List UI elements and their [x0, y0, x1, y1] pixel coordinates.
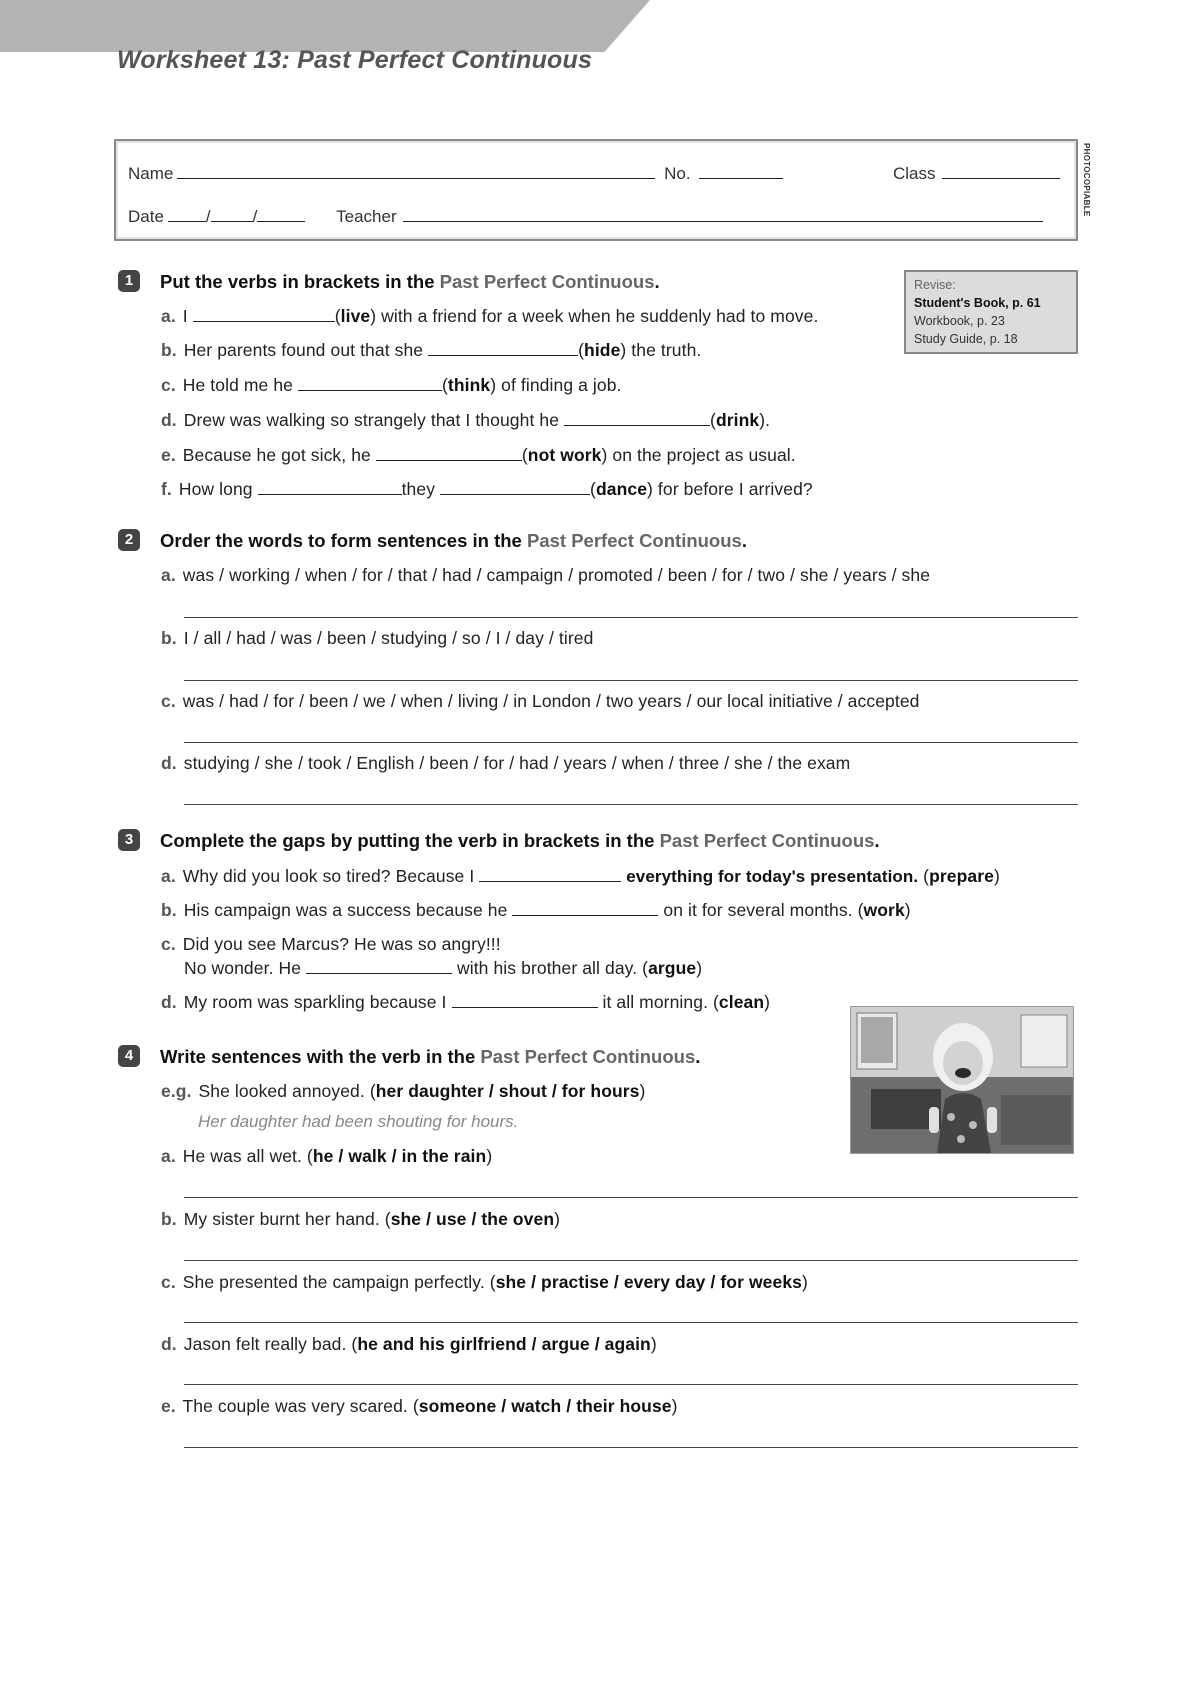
ex3-item-d	[161, 992, 770, 1013]
ex4-example	[161, 1081, 645, 1102]
answer-line[interactable]	[184, 1260, 1078, 1261]
ex1-item-a	[161, 306, 818, 327]
item-text: How long	[178, 479, 258, 499]
instruction-text: Complete the gaps by putting the verb in brackets in the	[160, 830, 655, 851]
item-text: She presented the campaign perfectly. (	[182, 1272, 496, 1292]
item-text: )	[650, 1334, 657, 1354]
tense-highlight: Past Perfect Continuous	[439, 271, 655, 292]
verb-cue: her daughter / shout / for hours	[375, 1081, 640, 1101]
answer-line[interactable]	[184, 1197, 1078, 1198]
exercise-4-number: 4	[118, 1045, 140, 1067]
student-info-box	[114, 139, 1078, 241]
item-text: (	[441, 375, 448, 395]
exercise-3-number: 3	[118, 829, 140, 851]
item-text: He told me he	[182, 375, 298, 395]
exercise-3-heading	[118, 830, 880, 853]
item-label: b.	[161, 1209, 177, 1229]
verb-cue: argue	[648, 958, 697, 978]
item-text: )	[671, 1396, 678, 1416]
header-band	[0, 0, 650, 52]
item-text: (	[521, 445, 528, 465]
exercise-4-heading	[118, 1046, 700, 1069]
ex1-item-f	[161, 479, 813, 500]
number-field[interactable]	[699, 177, 783, 179]
exercise-2-heading	[118, 530, 747, 553]
verb-cue: live	[340, 306, 371, 326]
answer-line[interactable]	[184, 1322, 1078, 1323]
exercise-1-heading	[118, 271, 660, 294]
revise-box	[904, 270, 1078, 354]
item-label: b.	[161, 900, 177, 920]
item-text: ) the truth.	[620, 340, 702, 360]
item-label: d.	[161, 1334, 177, 1354]
ex2-item-b	[161, 628, 593, 649]
item-label: c.	[161, 375, 176, 395]
answer-blank[interactable]	[193, 307, 335, 322]
name-label: Name	[128, 164, 174, 183]
answer-blank[interactable]	[428, 341, 578, 356]
ex3-item-b	[161, 900, 911, 921]
item-label: a.	[161, 565, 176, 585]
item-label: c.	[161, 934, 176, 954]
item-text: Why did you look so tired? Because I	[182, 866, 480, 886]
item-label: b.	[161, 340, 177, 360]
answer-blank[interactable]	[298, 376, 442, 391]
item-text: I / all / had / was / been / studying / so / I / day / tired	[183, 628, 594, 648]
verb-cue: he and his girlfriend / argue / again	[357, 1334, 651, 1354]
instruction-punct: .	[695, 1046, 701, 1067]
item-text: )	[802, 1272, 808, 1292]
tense-highlight: Past Perfect Continuous	[659, 830, 875, 851]
photo-illustration	[851, 1007, 1073, 1153]
ex1-item-e	[161, 445, 796, 466]
verb-cue: he / walk / in the rain	[312, 1146, 487, 1166]
exercise-2-number: 2	[118, 529, 140, 551]
date-separator: /	[252, 207, 258, 226]
answer-line[interactable]	[184, 1384, 1078, 1385]
page-title: Worksheet 13: Past Perfect Continuous	[117, 46, 593, 74]
item-text: ).	[759, 410, 771, 430]
ex1-item-d	[161, 410, 770, 431]
item-text: My room was sparkling because I	[183, 992, 452, 1012]
item-label: a.	[161, 1146, 176, 1166]
item-text: they	[401, 479, 441, 499]
answer-blank[interactable]	[564, 411, 710, 426]
verb-cue: work	[863, 900, 905, 920]
item-text: He was all wet. (	[182, 1146, 313, 1166]
verb-cue: hide	[584, 340, 621, 360]
verb-cue: not work	[527, 445, 602, 465]
answer-blank[interactable]	[376, 446, 522, 461]
answer-line[interactable]	[184, 804, 1078, 805]
date-label: Date	[128, 207, 164, 226]
instruction-text: Write sentences with the verb in the	[160, 1046, 476, 1067]
item-text: (	[334, 306, 341, 326]
ex2-item-c	[161, 691, 920, 712]
item-text: The couple was very scared. (	[182, 1396, 419, 1416]
tense-highlight: Past Perfect Continuous	[480, 1046, 696, 1067]
item-text: ) for before I arrived?	[647, 479, 813, 499]
item-text: I	[182, 306, 193, 326]
item-label: c.	[161, 1272, 176, 1292]
item-text: (	[590, 479, 596, 499]
ex3-item-a: a. Why did you look so tired? Because I everything for today's presentation. (prepare)	[161, 866, 1000, 886]
item-label: a.	[161, 306, 176, 326]
item-text: ) with a friend for a week when he suddenly had to move.	[370, 306, 819, 326]
item-label: d.	[161, 992, 177, 1012]
ex4-item-c	[161, 1272, 808, 1293]
verb-cue: prepare	[929, 866, 995, 886]
ex1-item-b	[161, 340, 701, 361]
example-answer: Her daughter had been shouting for hours.	[198, 1112, 519, 1131]
date-month-field[interactable]	[211, 220, 253, 222]
answer-line[interactable]	[184, 1447, 1078, 1448]
item-text: it all morning. (	[597, 992, 719, 1012]
item-text: everything for today's presentation.	[626, 867, 919, 886]
instruction-text: Order the words to form sentences in the	[160, 530, 522, 551]
answer-blank[interactable]	[258, 480, 402, 495]
photocopiable-note: PHOTOCOPIABLE	[1082, 143, 1091, 217]
item-text: was / working / when / for / that / had / campaign / promoted / been / for / two / she / years / she	[182, 565, 931, 585]
answer-blank[interactable]	[306, 959, 452, 974]
item-text: was / had / for / been / we / when / living / in London / two years / our local initiative / accepted	[182, 691, 920, 711]
item-text: )	[696, 958, 703, 978]
item-text: )	[639, 1081, 646, 1101]
teacher-label: Teacher	[336, 207, 397, 226]
ex3-item-c-line2	[184, 958, 702, 979]
date-separator: /	[205, 207, 211, 226]
item-text: My sister burnt her hand. (	[183, 1209, 391, 1229]
item-text: )	[554, 1209, 561, 1229]
revise-workbook: Workbook, p. 23	[914, 314, 1005, 328]
item-text: )	[904, 900, 911, 920]
verb-cue: clean	[718, 992, 765, 1012]
date-day-field[interactable]	[168, 220, 206, 222]
no-label: No.	[664, 164, 691, 183]
item-text: Jason felt really bad. (	[183, 1334, 358, 1354]
date-year-field[interactable]	[257, 220, 305, 222]
item-text: Her parents found out that she	[183, 340, 429, 360]
item-label: e.	[161, 445, 176, 465]
teacher-field[interactable]	[403, 220, 1043, 222]
item-text: with his brother all day. (	[452, 958, 649, 978]
ex4-item-b	[161, 1209, 560, 1230]
item-text: )	[764, 992, 771, 1012]
verb-cue: she / practise / every day / for weeks	[495, 1272, 803, 1292]
girl-laughing-photo	[850, 1006, 1074, 1154]
verb-cue: think	[447, 375, 491, 395]
ex2-item-a	[161, 565, 930, 586]
item-label: b.	[161, 628, 177, 648]
answer-blank[interactable]	[512, 901, 658, 916]
instruction-text: Put the verbs in brackets in the	[160, 271, 435, 292]
answer-line[interactable]	[184, 680, 1078, 681]
item-label: c.	[161, 691, 176, 711]
item-label: a.	[161, 866, 176, 886]
item-text: (	[578, 340, 585, 360]
item-text: on it for several months. (	[658, 900, 864, 920]
exercise-1-number: 1	[118, 270, 140, 292]
item-text: ) of finding a job.	[490, 375, 622, 395]
revise-label: Revise:	[914, 278, 956, 292]
ex4-item-e	[161, 1396, 678, 1417]
verb-cue: someone / watch / their house	[418, 1396, 672, 1416]
item-text: Did you see Marcus? He was so angry!!!	[182, 934, 501, 954]
ex3-item-c	[161, 934, 501, 955]
instruction-punct: .	[741, 530, 747, 551]
answer-blank[interactable]	[452, 993, 598, 1008]
tense-highlight: Past Perfect Continuous	[526, 530, 742, 551]
revise-study-guide: Study Guide, p. 18	[914, 332, 1018, 346]
class-label: Class	[893, 164, 936, 183]
ex4-item-d	[161, 1334, 657, 1355]
instruction-punct: .	[654, 271, 660, 292]
class-row	[893, 164, 1060, 184]
item-text: (	[710, 410, 716, 430]
ex4-item-a	[161, 1146, 492, 1167]
item-text: )	[486, 1146, 493, 1166]
ex2-item-d	[161, 753, 850, 774]
item-text: Because he got sick, he	[182, 445, 376, 465]
verb-cue: she / use / the oven	[390, 1209, 555, 1229]
answer-line[interactable]	[184, 617, 1078, 618]
item-text: His campaign was a success because he	[183, 900, 513, 920]
verb-cue: dance	[595, 479, 648, 499]
name-row	[128, 164, 783, 184]
answer-line[interactable]	[184, 742, 1078, 743]
item-label: e.g.	[161, 1081, 192, 1101]
item-text: She looked annoyed. (	[198, 1081, 376, 1101]
answer-blank[interactable]	[479, 867, 621, 882]
instruction-punct: .	[874, 830, 880, 851]
name-field[interactable]	[177, 177, 655, 179]
class-field[interactable]	[942, 177, 1060, 179]
date-row	[128, 207, 1043, 227]
item-text: ) on the project as usual.	[601, 445, 796, 465]
item-label: e.	[161, 1396, 176, 1416]
item-label: f.	[161, 479, 172, 499]
ex1-item-c	[161, 375, 622, 396]
item-label: d.	[161, 753, 177, 773]
verb-cue: drink	[715, 410, 760, 430]
item-text: Drew was walking so strangely that I thought he	[183, 410, 565, 430]
answer-blank[interactable]	[440, 480, 590, 495]
item-text: No wonder. He	[184, 958, 307, 978]
item-text: studying / she / took / English / been / for / had / years / when / three / she / the exam	[183, 753, 851, 773]
revise-students-book: Student's Book, p. 61	[914, 296, 1041, 310]
item-label: d.	[161, 410, 177, 430]
